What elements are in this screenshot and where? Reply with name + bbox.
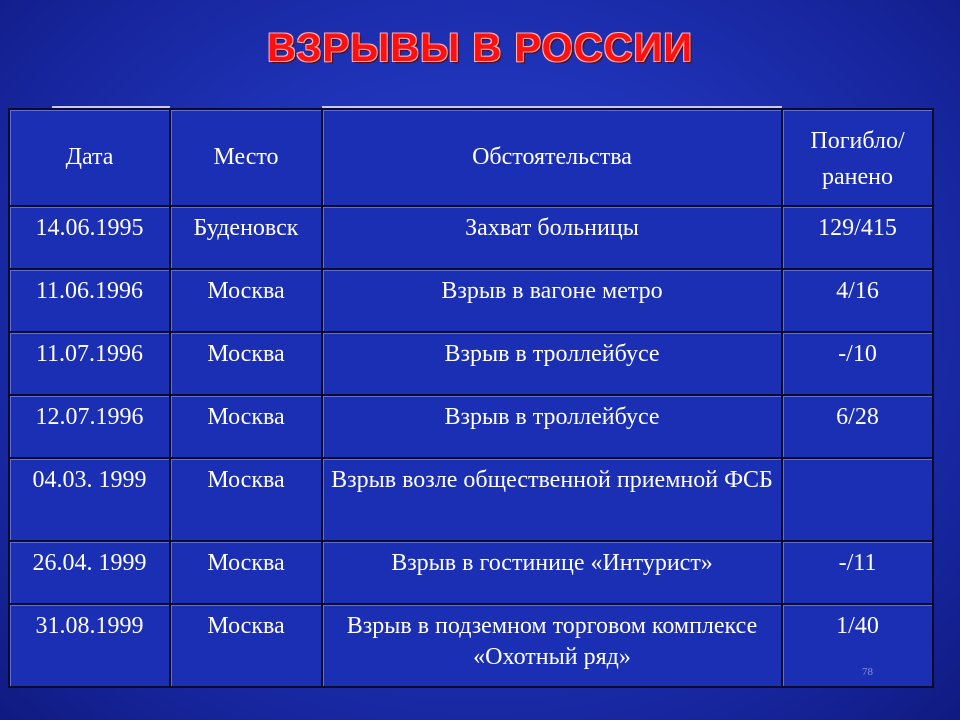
cell-place: Москва bbox=[170, 458, 322, 541]
cell-circumstances: Взрыв в подземном торговом комплексе «Охотный ряд» bbox=[322, 604, 782, 687]
cell-date: 14.06.1995 bbox=[9, 206, 170, 269]
cell-casualties: 1/40 bbox=[782, 604, 933, 687]
cell-place: Буденовск bbox=[170, 206, 322, 269]
table-row bbox=[9, 332, 933, 395]
cell-place: Москва bbox=[170, 332, 322, 395]
header-place: Место bbox=[170, 109, 322, 206]
cell-date: 26.04. 1999 bbox=[9, 541, 170, 604]
cell-place: Москва bbox=[170, 395, 322, 458]
table-row bbox=[9, 269, 933, 332]
cell-casualties: 129/415 bbox=[782, 206, 933, 269]
header-circumstances: Обстоятельства bbox=[322, 109, 782, 206]
table-row bbox=[9, 604, 933, 687]
cell-date: 11.06.1996 bbox=[9, 269, 170, 332]
table-header-row bbox=[9, 109, 933, 206]
cell-casualties: -/11 bbox=[782, 541, 933, 604]
table-row bbox=[9, 458, 933, 541]
cell-date: 12.07.1996 bbox=[9, 395, 170, 458]
cell-casualties: 6/28 bbox=[782, 395, 933, 458]
cell-date: 04.03. 1999 bbox=[9, 458, 170, 541]
cell-circumstances: Взрыв возле общественной приемной ФСБ bbox=[322, 458, 782, 541]
cell-circumstances: Взрыв в троллейбусе bbox=[322, 395, 782, 458]
table-row bbox=[9, 395, 933, 458]
cell-circumstances: Взрыв в вагоне метро bbox=[322, 269, 782, 332]
cell-circumstances: Захват больницы bbox=[322, 206, 782, 269]
explosions-table bbox=[8, 108, 934, 688]
cell-place: Москва bbox=[170, 604, 322, 687]
cell-circumstances: Взрыв в гостинице «Интурист» bbox=[322, 541, 782, 604]
cell-casualties bbox=[782, 458, 933, 541]
cell-place: Москва bbox=[170, 541, 322, 604]
cell-date: 11.07.1996 bbox=[9, 332, 170, 395]
header-casualties: Погибло/ ранено bbox=[782, 109, 933, 206]
cell-place: Москва bbox=[170, 269, 322, 332]
slide-title: ВЗРЫВЫ В РОССИИ bbox=[267, 26, 693, 70]
cell-circumstances: Взрыв в троллейбусе bbox=[322, 332, 782, 395]
page-number: 78 bbox=[862, 666, 873, 678]
cell-casualties: -/10 bbox=[782, 332, 933, 395]
cell-casualties: 4/16 bbox=[782, 269, 933, 332]
cell-date: 31.08.1999 bbox=[9, 604, 170, 687]
table-row bbox=[9, 541, 933, 604]
table-row bbox=[9, 206, 933, 269]
header-date: Дата bbox=[9, 109, 170, 206]
